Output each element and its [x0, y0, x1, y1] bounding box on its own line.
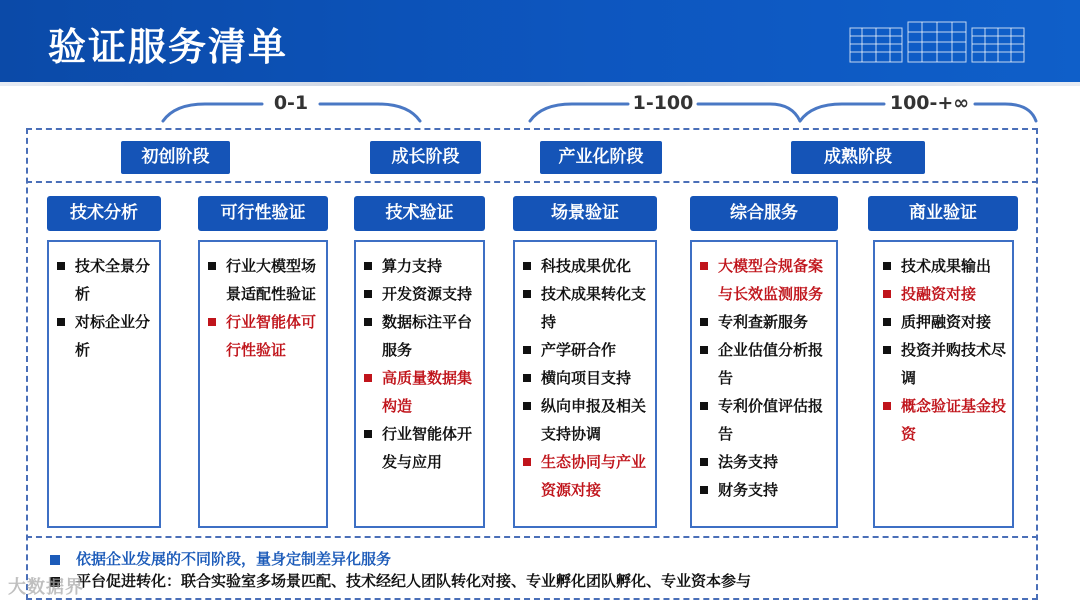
list-item-text: 概念验证基金投资 [901, 397, 1007, 443]
square-bullet-icon [700, 346, 708, 354]
list-item-text: 企业估值分析报告 [718, 341, 824, 387]
column-scenario [513, 240, 657, 528]
stage-startup: 初创阶段 [121, 141, 230, 174]
column-title-feasibility: 可行性验证 [198, 196, 328, 231]
list-item-text: 技术成果转化支持 [541, 285, 647, 331]
list-item [208, 308, 320, 364]
dashed-divider-bottom [26, 536, 1038, 538]
list-item-text: 技术成果输出 [901, 257, 992, 275]
list-item-text: 纵向申报及相关支持协调 [541, 397, 647, 443]
list-item [364, 420, 477, 476]
list-item-text: 专利价值评估报告 [718, 397, 824, 443]
list-item-text: 专利查新服务 [718, 313, 809, 331]
list-item [57, 252, 153, 308]
list-item-text: 技术全景分析 [75, 257, 151, 303]
column-title-tech-validation: 技术验证 [354, 196, 485, 231]
list-item-text: 生态协同与产业资源对接 [541, 453, 647, 499]
list-item [523, 252, 649, 280]
list-item-text: 对标企业分析 [75, 313, 151, 359]
list-item-text: 横向项目支持 [541, 369, 632, 387]
square-bullet-icon [883, 402, 891, 410]
list-item [364, 364, 477, 420]
header-bar [0, 0, 1080, 82]
square-bullet-icon [208, 262, 216, 270]
list-item-text: 行业智能体可行性验证 [226, 313, 317, 359]
list-item-text: 高质量数据集构造 [382, 369, 473, 415]
note-text: 依据企业发展的不同阶段，量身定制差异化服务 [76, 550, 392, 568]
list-item-text: 行业大模型场景适配性验证 [226, 257, 317, 303]
column-title-commercial: 商业验证 [868, 196, 1018, 231]
square-bullet-icon [700, 318, 708, 326]
note-platform-transfer [76, 570, 751, 592]
list-item [523, 364, 649, 392]
list-item-text: 质押融资对接 [901, 313, 992, 331]
range-label-1-100: 1-100 [632, 92, 694, 114]
list-item [700, 308, 830, 336]
column-title-tech-analysis: 技术分析 [47, 196, 161, 231]
list-item-text: 法务支持 [718, 453, 779, 471]
square-bullet-icon [50, 555, 60, 565]
list-item [883, 336, 1006, 392]
list-item [883, 252, 1006, 280]
square-bullet-icon [364, 430, 372, 438]
square-bullet-icon [523, 346, 531, 354]
square-bullet-icon [883, 262, 891, 270]
list-item-text: 产学研合作 [541, 341, 617, 359]
list-item-text: 大模型合规备案与长效监测服务 [718, 257, 824, 303]
square-bullet-icon [364, 318, 372, 326]
square-bullet-icon [883, 290, 891, 298]
dashed-divider-top [26, 181, 1038, 183]
square-bullet-icon [523, 374, 531, 382]
page-title: 验证服务清单 [48, 25, 289, 69]
note-text: 平台促进转化：联合实验室多场景匹配、技术经纪人团队转化对接、专业孵化团队孵化、专业资本参与 [76, 572, 752, 590]
column-title-scenario: 场景验证 [513, 196, 657, 231]
list-item [523, 448, 649, 504]
range-label-100-inf: 100-+∞ [889, 92, 970, 114]
list-item [364, 280, 477, 308]
square-bullet-icon [700, 486, 708, 494]
square-bullet-icon [883, 318, 891, 326]
column-commercial [873, 240, 1014, 528]
list-item [700, 448, 830, 476]
square-bullet-icon [364, 262, 372, 270]
list-item-text: 数据标注平台服务 [382, 313, 473, 359]
list-item [57, 308, 153, 364]
square-bullet-icon [364, 374, 372, 382]
square-bullet-icon [523, 402, 531, 410]
list-item [700, 252, 830, 308]
list-item-text: 行业智能体开发与应用 [382, 425, 473, 471]
list-item [523, 392, 649, 448]
square-bullet-icon [523, 290, 531, 298]
column-tech-validation [354, 240, 485, 528]
note-customized-service [76, 548, 391, 570]
square-bullet-icon [364, 290, 372, 298]
square-bullet-icon [700, 402, 708, 410]
list-item [700, 476, 830, 504]
list-item [883, 392, 1006, 448]
list-item [364, 252, 477, 280]
square-bullet-icon [883, 346, 891, 354]
list-item-text: 投资并购技术尽调 [901, 341, 1007, 387]
list-item [700, 336, 830, 392]
list-item [883, 280, 1006, 308]
square-bullet-icon [208, 318, 216, 326]
list-item [700, 392, 830, 448]
square-bullet-icon [700, 262, 708, 270]
list-item [523, 336, 649, 364]
column-feasibility [198, 240, 328, 528]
column-tech-analysis [47, 240, 161, 528]
square-bullet-icon [523, 262, 531, 270]
stage-industrialization: 产业化阶段 [540, 141, 662, 174]
square-bullet-icon [523, 458, 531, 466]
list-item [883, 308, 1006, 336]
list-item [523, 280, 649, 336]
range-label-0-1: 0-1 [273, 92, 309, 114]
square-bullet-icon [700, 458, 708, 466]
square-bullet-icon [57, 318, 65, 326]
list-item-text: 开发资源支持 [382, 285, 473, 303]
column-title-integrated: 综合服务 [690, 196, 838, 231]
stage-growth: 成长阶段 [370, 141, 481, 174]
header-divider [0, 82, 1080, 86]
list-item [364, 308, 477, 364]
building-icon [848, 18, 1028, 64]
column-integrated [690, 240, 838, 528]
list-item [208, 252, 320, 308]
list-item-text: 投融资对接 [901, 285, 977, 303]
list-item-text: 科技成果优化 [541, 257, 632, 275]
square-bullet-icon [57, 262, 65, 270]
watermark: 大数据界 [8, 577, 84, 598]
stage-maturity: 成熟阶段 [791, 141, 925, 174]
list-item-text: 算力支持 [382, 257, 443, 275]
list-item-text: 财务支持 [718, 481, 779, 499]
